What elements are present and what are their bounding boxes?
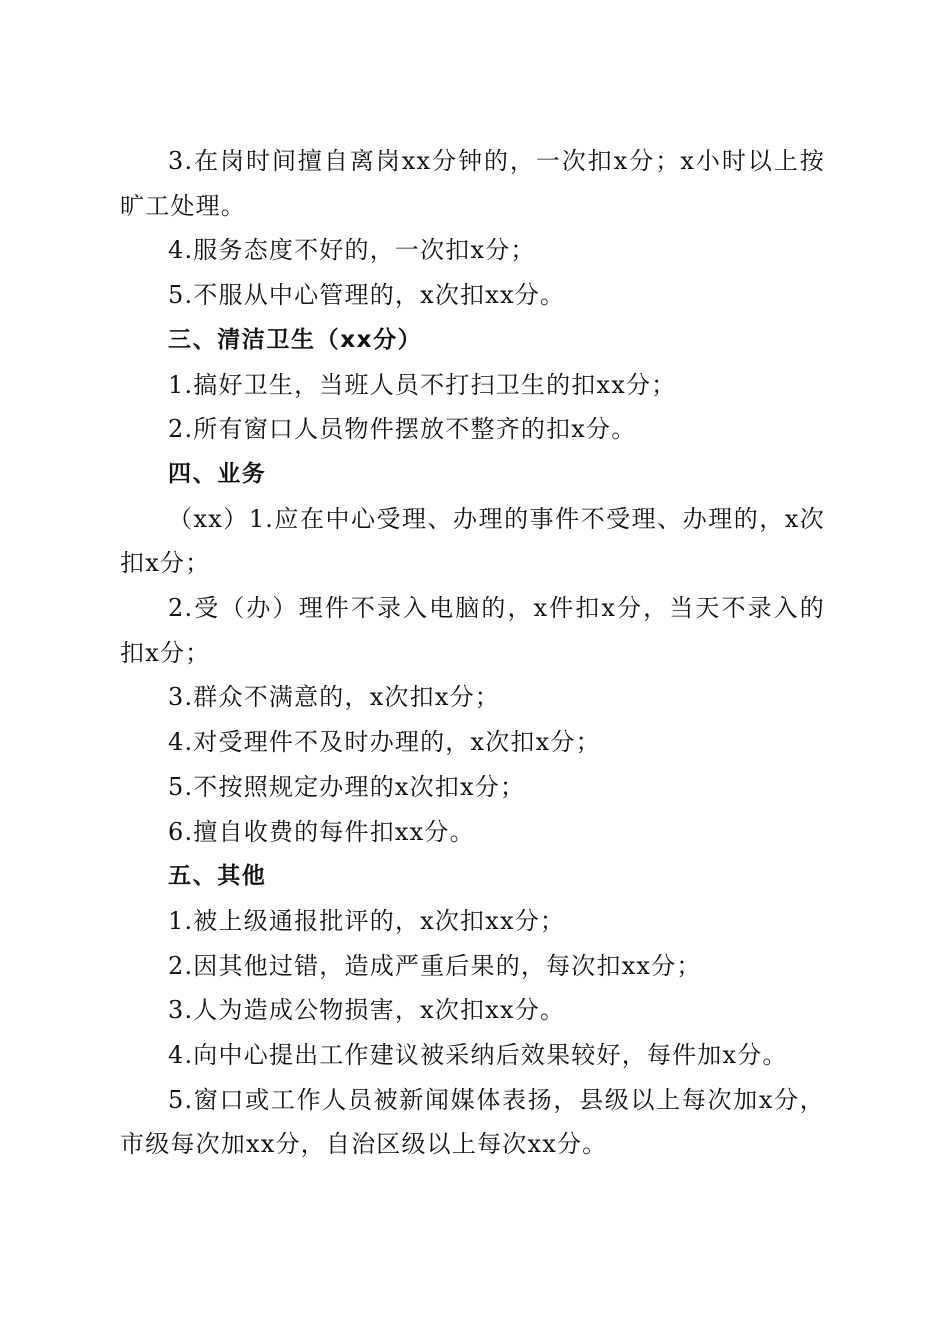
paragraph-other-2: 2.因其他过错，造成严重后果的，每次扣xx分； [168,951,702,980]
paragraph-business-6: 6.擅自收费的每件扣xx分。 [168,817,475,846]
paragraph-other-1: 1.被上级通报批评的，x次扣xx分； [168,906,566,935]
paragraph-other-3: 3.人为造成公物损害，x次扣xx分。 [168,996,566,1025]
paragraph-business-2: 2.受（办）理件不录入电脑的，x件扣x分，当天不录入的扣x分； [120,594,825,667]
paragraph-rule-5-management: 5.不服从中心管理的，x次扣xx分。 [168,281,566,310]
paragraph-business-4: 4.对受理件不及时办理的，x次扣x分； [168,728,601,757]
section-heading-business: 四、业务 [168,460,267,487]
document-body [120,139,825,1167]
paragraph-rule-3-absence: 3.在岗时间擅自离岗xx分钟的，一次扣x分；x小时以上按旷工处理。 [120,147,825,220]
paragraph-business-5: 5.不按照规定办理的x次扣x分； [168,772,526,801]
paragraph-other-5: 5.窗口或工作人员被新闻媒体表扬，县级以上每次加x分，市级每次加xx分，自治区级以上每次xx分。 [120,1085,825,1159]
paragraph-business-3: 3.群众不满意的，x次扣x分； [168,683,500,712]
paragraph-business-1: （xx）1.应在中心受理、办理的事件不受理、办理的，x次扣x分； [120,504,825,578]
section-heading-hygiene: 三、清洁卫生（xx分） [168,326,423,353]
paragraph-other-4: 4.向中心提出工作建议被采纳后效果较好，每件加x分。 [168,1041,788,1070]
section-heading-other: 五、其他 [168,863,267,890]
paragraph-hygiene-2: 2.所有窗口人员物件摆放不整齐的扣x分。 [168,415,637,444]
paragraph-rule-4-service-attitude: 4.服务态度不好的，一次扣x分； [168,236,536,265]
paragraph-hygiene-1: 1.搞好卫生，当班人员不打扫卫生的扣xx分； [168,370,677,399]
